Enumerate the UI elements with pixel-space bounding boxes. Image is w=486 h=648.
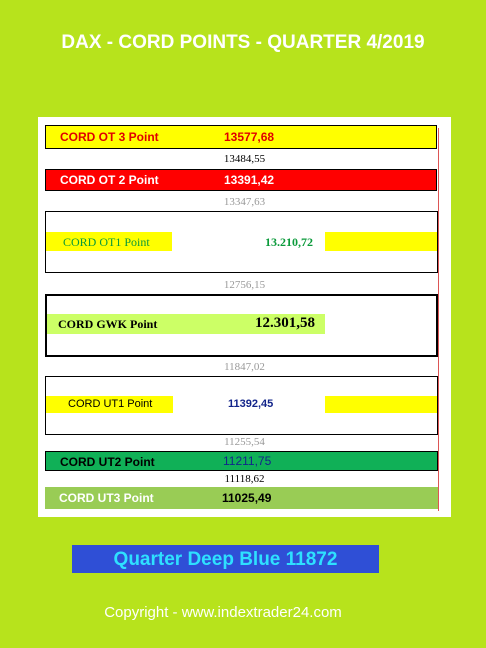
ut2-label: CORD UT2 Point xyxy=(60,455,155,469)
gwk-value: 12.301,58 xyxy=(255,315,315,331)
ot2-value: 13391,42 xyxy=(224,173,275,187)
gwk-cell xyxy=(47,314,325,334)
row-ut2 xyxy=(45,451,438,471)
mid-value-6: 11118,62 xyxy=(224,473,265,485)
ot3-value: 13577,68 xyxy=(224,130,275,144)
gwk-label: CORD GWK Point xyxy=(58,317,158,331)
ot1-right-cell xyxy=(325,232,437,251)
mid-value-4: 11847,02 xyxy=(224,361,265,373)
copyright-text: Copyright - www.indextrader24.com xyxy=(104,604,342,621)
page-title: DAX - CORD POINTS - QUARTER 4/2019 xyxy=(61,32,425,53)
mid-value-1: 13484,55 xyxy=(223,153,266,165)
ut1-label: CORD UT1 Point xyxy=(68,398,153,410)
mid-value-2: 13347,63 xyxy=(223,196,266,208)
mid-value-5: 11255,54 xyxy=(224,436,265,448)
ut1-label-cell xyxy=(46,396,173,413)
row-ot3 xyxy=(45,125,437,149)
ut1-right-cell xyxy=(325,396,437,413)
ut3-value: 11025,49 xyxy=(222,491,272,505)
ot2-label: CORD OT 2 Point xyxy=(60,173,159,187)
mid-value-3: 12756,15 xyxy=(223,279,266,291)
ot3-label: CORD OT 3 Point xyxy=(60,130,159,144)
row-ot2 xyxy=(45,169,437,191)
row-ut3 xyxy=(45,487,438,509)
ot1-label-cell xyxy=(46,232,172,251)
ut1-value: 11392,45 xyxy=(228,398,274,410)
ot1-value: 13.210,72 xyxy=(265,235,313,249)
deep-blue-banner: Quarter Deep Blue 11872 xyxy=(72,545,379,573)
cord-points-table xyxy=(38,117,451,517)
table-edge-line xyxy=(438,128,439,511)
ot1-label: CORD OT1 Point xyxy=(63,235,150,249)
ut2-value: 11211,75 xyxy=(223,454,272,468)
ut3-label: CORD UT3 Point xyxy=(59,491,154,505)
